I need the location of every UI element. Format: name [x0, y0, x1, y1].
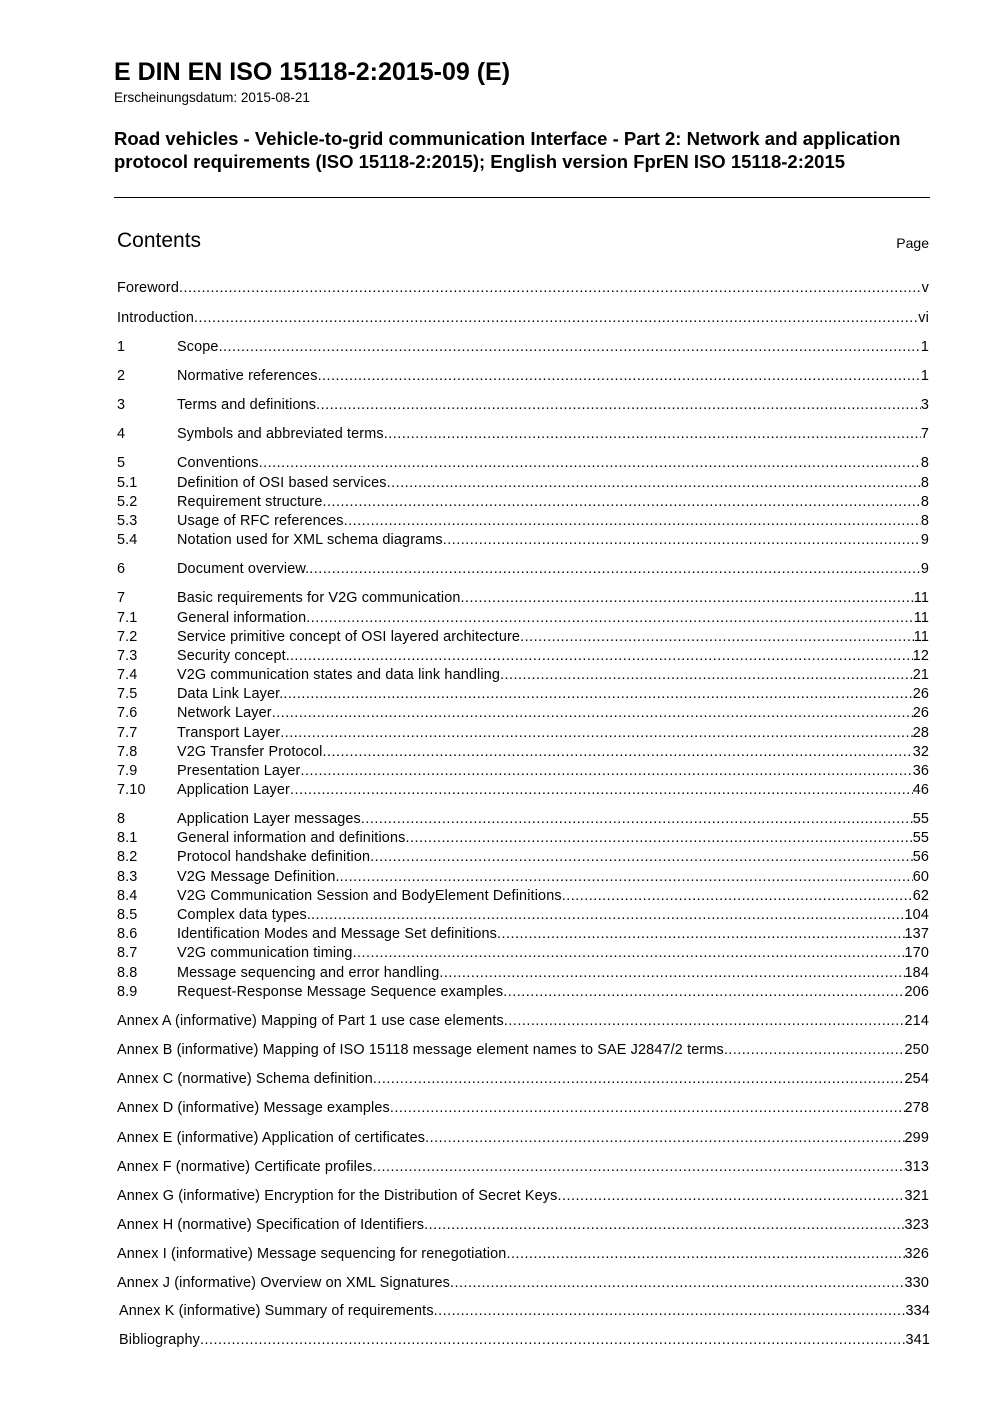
dot-leader — [506, 1246, 904, 1262]
toc-entry-number: 8.5 — [117, 907, 138, 923]
toc-entry-title: Requirement structure — [177, 494, 323, 510]
dot-leader — [387, 475, 921, 491]
toc-entry-page: 55 — [912, 811, 929, 827]
toc-entry-page: 32 — [912, 744, 929, 760]
toc-entry-title: Request-Response Message Sequence examples — [177, 984, 504, 1000]
toc-entry[interactable] — [117, 532, 929, 551]
toc-entry-page: 254 — [904, 1071, 929, 1087]
toc-entry-number: 8.7 — [117, 945, 138, 961]
dot-leader — [340, 869, 913, 885]
toc-entry[interactable] — [117, 610, 929, 629]
dot-leader — [290, 782, 913, 798]
toc-entry-page: 206 — [904, 984, 929, 1000]
toc-entry[interactable] — [117, 667, 929, 686]
toc-entry-title: Annex E (informative) Application of certificates — [117, 1130, 426, 1146]
toc-entry-page: 11 — [913, 590, 929, 606]
toc-entry-number: 3 — [117, 397, 126, 413]
toc-entry[interactable] — [117, 494, 929, 513]
toc-entry-title: Annex H (normative) Specification of Identifiers — [117, 1217, 425, 1233]
dot-leader — [219, 339, 921, 355]
toc-entry-page: 11 — [913, 629, 929, 645]
toc-entry-page: 8 — [920, 455, 929, 471]
toc-entry-page: 46 — [912, 782, 929, 798]
dot-leader — [425, 1130, 904, 1146]
toc-entry-page: 313 — [904, 1159, 929, 1175]
header-divider — [114, 197, 930, 198]
toc-entry-page: 56 — [912, 849, 929, 865]
dot-leader — [323, 494, 921, 510]
toc-entry-number: 7 — [117, 590, 126, 606]
dot-leader — [500, 667, 913, 683]
toc-entry-number: 5.3 — [117, 513, 138, 529]
dot-leader — [283, 686, 912, 702]
dot-leader — [318, 368, 921, 384]
contents-heading: Contents — [117, 229, 202, 252]
toc-entry-title: Definition of OSI based services — [177, 475, 387, 491]
toc-entry[interactable] — [117, 811, 929, 830]
toc-entry[interactable] — [117, 339, 929, 358]
toc-entry[interactable] — [117, 397, 929, 416]
toc-entry-page: 330 — [904, 1275, 929, 1291]
dot-leader — [259, 455, 921, 471]
toc-entry[interactable] — [117, 1071, 929, 1090]
toc-entry-page: 170 — [904, 945, 929, 961]
toc-entry-page: 28 — [912, 725, 929, 741]
toc-entry-title: V2G communication states and data link handling — [177, 667, 501, 683]
toc-entry[interactable] — [117, 1188, 929, 1207]
toc-entry-title: V2G Communication Session and BodyElement Definitions — [177, 888, 562, 904]
dot-leader — [311, 907, 905, 923]
toc-entry-number: 7.4 — [117, 667, 138, 683]
toc-entry[interactable] — [117, 725, 929, 744]
toc-entry[interactable] — [117, 455, 929, 474]
toc-entry-title: Document overview. — [177, 561, 310, 577]
document-subtitle: Road vehicles - Vehicle-to-grid communication Interface - Part 2: Network and application protocol requirements (ISO 15118-2:2015); English version FprEN ISO 15118-2:2015 — [114, 128, 901, 172]
toc-entry[interactable] — [117, 907, 929, 926]
toc-entry-title: Conventions — [177, 455, 259, 471]
toc-entry-page: 26 — [912, 705, 929, 721]
toc-entry[interactable] — [117, 965, 929, 984]
toc-entry-page: 1 — [920, 339, 929, 355]
toc-entry-page: 55 — [912, 830, 929, 846]
toc-entry[interactable] — [117, 368, 929, 387]
toc-entry-page: 334 — [905, 1303, 930, 1319]
toc-entry-number: 7.10 — [117, 782, 146, 798]
toc-entry-title: Annex K (informative) Summary of requirements — [119, 1303, 434, 1319]
toc-entry-number: 5.1 — [117, 475, 138, 491]
toc-entry-number: 4 — [117, 426, 126, 442]
toc-entry-title: Bibliography — [119, 1332, 200, 1348]
dot-leader — [344, 513, 921, 529]
toc-entry-title: Annex G (informative) Encryption for the Distribution of Secret Keys — [117, 1188, 558, 1204]
toc-entry[interactable] — [117, 1246, 929, 1265]
toc-entry-page: 12 — [912, 648, 929, 664]
dot-leader — [461, 590, 914, 606]
toc-entry-page: 321 — [904, 1188, 929, 1204]
toc-entry-number: 7.6 — [117, 705, 138, 721]
dot-leader — [290, 648, 913, 664]
toc-entry-title: Annex C (normative) Schema definition — [117, 1071, 373, 1087]
document-title: E DIN EN ISO 15118-2:2015-09 (E) — [114, 58, 511, 86]
toc-entry-title: General information — [177, 610, 307, 626]
dot-leader — [439, 965, 904, 981]
dot-leader — [272, 705, 913, 721]
toc-entry-number: 8.8 — [117, 965, 138, 981]
toc-entry-number: 5 — [117, 455, 126, 471]
toc-entry[interactable] — [117, 475, 929, 494]
toc-entry-title: Identification Modes and Message Set definitions — [177, 926, 497, 942]
toc-entry[interactable] — [117, 686, 929, 705]
toc-entry-page: 1 — [920, 368, 929, 384]
toc-entry[interactable] — [117, 1013, 929, 1032]
toc-entry-page: 184 — [904, 965, 929, 981]
toc-entry-number: 2 — [117, 368, 126, 384]
toc-entry[interactable] — [117, 705, 929, 724]
toc-entry[interactable] — [117, 629, 929, 648]
page-column-label: Page — [896, 235, 929, 251]
toc-entry-title: Annex J (informative) Overview on XML Signatures — [117, 1275, 450, 1291]
toc-entry-number: 7.2 — [117, 629, 138, 645]
toc-entry-title: V2G Transfer Protocol — [177, 744, 323, 760]
dot-leader — [450, 1275, 905, 1291]
toc-entry-page: 137 — [904, 926, 929, 942]
toc-entry-page: 8 — [920, 475, 929, 491]
dot-leader — [497, 926, 905, 942]
toc-entry-number: 8.6 — [117, 926, 138, 942]
toc-entry-title: Annex I (informative) Message sequencing for renegotiation — [117, 1246, 507, 1262]
toc-entry[interactable] — [117, 513, 929, 532]
toc-entry[interactable] — [117, 782, 929, 801]
toc-entry-number: 8.2 — [117, 849, 138, 865]
toc-entry-title: Presentation Layer — [177, 763, 301, 779]
toc-entry[interactable] — [117, 1159, 929, 1178]
dot-leader — [353, 945, 905, 961]
toc-entry-title: Data Link Layer. — [177, 686, 284, 702]
toc-entry-title: Message sequencing and error handling — [177, 965, 440, 981]
toc-entry-number: 1 — [117, 339, 126, 355]
dot-leader — [520, 629, 914, 645]
toc-entry-number: 7.7 — [117, 725, 138, 741]
toc-entry-title: General information and definitions — [177, 830, 406, 846]
dot-leader — [384, 426, 921, 442]
dot-leader — [361, 811, 913, 827]
toc-entry-number: 7.9 — [117, 763, 138, 779]
toc-entry-number: 8.4 — [117, 888, 138, 904]
toc-entry[interactable] — [117, 561, 929, 580]
toc-entry-title: Application Layer messages — [177, 811, 361, 827]
toc-entry-page: 326 — [904, 1246, 929, 1262]
dot-leader — [309, 561, 921, 577]
toc-entry-number: 8.3 — [117, 869, 138, 885]
toc-entry-title: Protocol handshake definition — [177, 849, 371, 865]
toc-entry-title: Normative references — [177, 368, 318, 384]
publication-date: Erscheinungsdatum: 2015-08-21 — [114, 90, 310, 105]
toc-entry-page: 21 — [912, 667, 929, 683]
toc-entry-title: V2G communication timing — [177, 945, 353, 961]
dot-leader — [301, 763, 913, 779]
dot-leader — [405, 830, 912, 846]
toc-entry-page: 323 — [904, 1217, 929, 1233]
toc-entry-number: 8.1 — [117, 830, 138, 846]
toc-entry-page: 36 — [912, 763, 929, 779]
toc-entry-page: 299 — [904, 1130, 929, 1146]
toc-entry-number: 7.1 — [117, 610, 138, 626]
toc-entry-title: Annex D (informative) Message examples — [117, 1100, 390, 1116]
dot-leader — [724, 1042, 905, 1058]
toc-entry-title: Annex F (normative) Certificate profiles — [117, 1159, 373, 1175]
toc-entry-title: Network Layer — [177, 705, 272, 721]
toc-entry-title: Annex B (informative) Mapping of ISO 15118 message element names to SAE J2847/2 terms — [117, 1042, 724, 1058]
dot-leader — [504, 1013, 905, 1029]
toc-entry-number: 8.9 — [117, 984, 138, 1000]
toc-entry-number: 5.4 — [117, 532, 138, 548]
toc-entry-page: 214 — [904, 1013, 929, 1029]
dot-leader — [370, 849, 913, 865]
toc-entry[interactable] — [117, 1217, 929, 1236]
toc-entry-page: 9 — [920, 532, 929, 548]
toc-entry[interactable] — [119, 1332, 930, 1351]
toc-entry-number: 7.5 — [117, 686, 138, 702]
toc-entry[interactable] — [117, 926, 929, 945]
toc-entry[interactable] — [117, 984, 929, 1003]
toc-entry-title: Transport Layer — [177, 725, 281, 741]
toc-entry-number: 7.8 — [117, 744, 138, 760]
toc-entry[interactable] — [117, 426, 929, 445]
toc-entry[interactable] — [117, 763, 929, 782]
toc-entry-page: vi — [918, 310, 929, 326]
toc-entry[interactable] — [117, 830, 929, 849]
dot-leader — [558, 1188, 905, 1204]
toc-entry-page: 62 — [912, 888, 929, 904]
toc-entry[interactable] — [117, 945, 929, 964]
toc-entry-number: 7.3 — [117, 648, 138, 664]
toc-entry-page: 104 — [904, 907, 929, 923]
toc-entry-title: Terms and definitions — [177, 397, 317, 413]
toc-entry-page: 9 — [920, 561, 929, 577]
toc-entry[interactable] — [117, 310, 929, 329]
dot-leader — [316, 397, 921, 413]
toc-entry-page: 278 — [904, 1100, 929, 1116]
toc-entry-title: Security concept. — [177, 648, 290, 664]
toc-entry[interactable] — [117, 1130, 929, 1149]
toc-entry-title: Symbols and abbreviated terms — [177, 426, 384, 442]
toc-entry-page: 8 — [920, 494, 929, 510]
toc-entry[interactable] — [117, 1275, 929, 1294]
toc-entry-number: 5.2 — [117, 494, 138, 510]
toc-entry-page: v — [921, 280, 929, 296]
toc-entry[interactable] — [117, 1100, 929, 1119]
toc-entry-title: Notation used for XML schema diagrams — [177, 532, 443, 548]
dot-leader — [280, 725, 912, 741]
toc-entry-page: 7 — [920, 426, 929, 442]
toc-entry[interactable] — [117, 280, 929, 299]
toc-entry[interactable] — [117, 648, 929, 667]
toc-entry-number: 6 — [117, 561, 126, 577]
toc-entry-title: Usage of RFC references — [177, 513, 344, 529]
toc-entry-page: 3 — [920, 397, 929, 413]
toc-entry[interactable] — [117, 849, 929, 868]
dot-leader — [503, 984, 904, 1000]
toc-entry-title: Basic requirements for V2G communication — [177, 590, 461, 606]
dot-leader — [390, 1100, 905, 1116]
toc-entry[interactable] — [117, 1042, 929, 1061]
toc-entry-title: Annex A (informative) Mapping of Part 1 use case elements — [117, 1013, 504, 1029]
toc-entry[interactable] — [117, 590, 929, 609]
toc-entry[interactable] — [117, 744, 929, 763]
dot-leader — [194, 310, 918, 326]
toc-entry-title: Scope — [177, 339, 219, 355]
dot-leader — [562, 888, 913, 904]
toc-entry-page: 8 — [920, 513, 929, 529]
toc-entry[interactable] — [117, 888, 929, 907]
dot-leader — [443, 532, 921, 548]
toc-entry-title: Application Layer — [177, 782, 290, 798]
toc-entry-page: 11 — [913, 610, 929, 626]
dot-leader — [200, 1332, 906, 1348]
toc-entry-title: Service primitive concept of OSI layered architecture — [177, 629, 521, 645]
toc-entry-title: Foreword — [117, 280, 179, 296]
dot-leader — [323, 744, 913, 760]
toc-entry-page: 60 — [912, 869, 929, 885]
toc-entry-page: 341 — [905, 1332, 930, 1348]
toc-entry[interactable] — [117, 869, 929, 888]
dot-leader — [373, 1159, 905, 1175]
toc-entry-title: Complex data types. — [177, 907, 312, 923]
toc-entry-number: 8 — [117, 811, 126, 827]
dot-leader — [306, 610, 914, 626]
toc-entry[interactable] — [119, 1303, 930, 1322]
dot-leader — [424, 1217, 904, 1233]
dot-leader — [434, 1303, 906, 1319]
toc-entry-title: Introduction — [117, 310, 194, 326]
dot-leader — [373, 1071, 905, 1087]
toc-entry-title: V2G Message Definition. — [177, 869, 340, 885]
toc-entry-page: 26 — [912, 686, 929, 702]
dot-leader — [179, 280, 922, 296]
toc-entry-page: 250 — [904, 1042, 929, 1058]
